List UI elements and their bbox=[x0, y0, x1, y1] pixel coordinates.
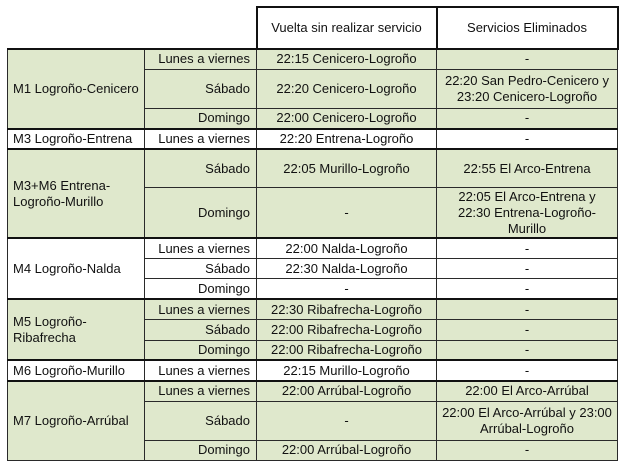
eliminados-cell: - bbox=[437, 360, 618, 380]
eliminados-cell: 22:20 San Pedro-Cenicero y 23:20 Cenicero-Logroño bbox=[437, 69, 618, 108]
day-cell: Sábado bbox=[145, 69, 257, 108]
vuelta-cell: 22:00 Nalda-Logroño bbox=[257, 238, 437, 258]
vuelta-cell: 22:00 Arrúbal-Logroño bbox=[257, 440, 437, 460]
day-cell: Domingo bbox=[145, 188, 257, 238]
day-cell: Lunes a viernes bbox=[145, 49, 257, 69]
eliminados-cell: - bbox=[437, 440, 618, 460]
eliminados-cell: - bbox=[437, 129, 618, 149]
eliminados-cell: 22:55 El Arco-Entrena bbox=[437, 149, 618, 188]
day-cell: Domingo bbox=[145, 440, 257, 460]
schedule-table bbox=[7, 6, 619, 461]
vuelta-cell: - bbox=[257, 188, 437, 238]
header-blank bbox=[8, 7, 145, 49]
vuelta-cell: 22:30 Nalda-Logroño bbox=[257, 259, 437, 279]
day-cell: Domingo bbox=[145, 279, 257, 299]
eliminados-cell: - bbox=[437, 238, 618, 258]
vuelta-cell: 22:15 Cenicero-Logroño bbox=[257, 49, 437, 69]
day-cell: Domingo bbox=[145, 108, 257, 128]
day-cell: Sábado bbox=[145, 401, 257, 440]
table-row bbox=[8, 49, 618, 69]
vuelta-cell: 22:00 Ribafrecha-Logroño bbox=[257, 340, 437, 360]
eliminados-cell: - bbox=[437, 49, 618, 69]
eliminados-cell: - bbox=[437, 299, 618, 319]
eliminados-cell: - bbox=[437, 320, 618, 340]
eliminados-cell: 22:05 El Arco-Entrena y 22:30 Entrena-Logroño-Murillo bbox=[437, 188, 618, 238]
vuelta-cell: 22:00 Ribafrecha-Logroño bbox=[257, 320, 437, 340]
table-row bbox=[8, 360, 618, 380]
day-cell: Domingo bbox=[145, 340, 257, 360]
route-name: M5 Logroño-Ribafrecha bbox=[8, 299, 145, 360]
eliminados-cell: 22:00 El Arco-Arrúbal bbox=[437, 381, 618, 401]
table-row bbox=[8, 381, 618, 401]
eliminados-cell: - bbox=[437, 108, 618, 128]
day-cell: Sábado bbox=[145, 320, 257, 340]
eliminados-cell: 22:00 El Arco-Arrúbal y 23:00 Arrúbal-Logroño bbox=[437, 401, 618, 440]
vuelta-cell: 22:30 Ribafrecha-Logroño bbox=[257, 299, 437, 319]
route-name: M3 Logroño-Entrena bbox=[8, 129, 145, 149]
table-row bbox=[8, 149, 618, 188]
route-name: M3+M6 Entrena-Logroño-Murillo bbox=[8, 149, 145, 238]
route-name: M4 Logroño-Nalda bbox=[8, 238, 145, 299]
table-row bbox=[8, 129, 618, 149]
day-cell: Lunes a viernes bbox=[145, 299, 257, 319]
vuelta-cell: 22:05 Murillo-Logroño bbox=[257, 149, 437, 188]
eliminados-cell: - bbox=[437, 279, 618, 299]
table-row bbox=[8, 299, 618, 319]
table-row bbox=[8, 238, 618, 258]
vuelta-cell: - bbox=[257, 401, 437, 440]
day-cell: Lunes a viernes bbox=[145, 360, 257, 380]
vuelta-cell: 22:20 Cenicero-Logroño bbox=[257, 69, 437, 108]
route-name: M1 Logroño-Cenicero bbox=[8, 49, 145, 129]
vuelta-cell: - bbox=[257, 279, 437, 299]
day-cell: Sábado bbox=[145, 149, 257, 188]
vuelta-cell: 22:15 Murillo-Logroño bbox=[257, 360, 437, 380]
route-name: M6 Logroño-Murillo bbox=[8, 360, 145, 380]
vuelta-cell: 22:00 Arrúbal-Logroño bbox=[257, 381, 437, 401]
eliminados-cell: - bbox=[437, 340, 618, 360]
eliminados-cell: - bbox=[437, 259, 618, 279]
header-vuelta: Vuelta sin realizar servicio bbox=[257, 7, 437, 49]
day-cell: Lunes a viernes bbox=[145, 381, 257, 401]
header-eliminados: Servicios Eliminados bbox=[437, 7, 618, 49]
header-blank bbox=[145, 7, 257, 49]
vuelta-cell: 22:00 Cenicero-Logroño bbox=[257, 108, 437, 128]
day-cell: Lunes a viernes bbox=[145, 238, 257, 258]
day-cell: Sábado bbox=[145, 259, 257, 279]
day-cell: Lunes a viernes bbox=[145, 129, 257, 149]
vuelta-cell: 22:20 Entrena-Logroño bbox=[257, 129, 437, 149]
route-name: M7 Logroño-Arrúbal bbox=[8, 381, 145, 461]
